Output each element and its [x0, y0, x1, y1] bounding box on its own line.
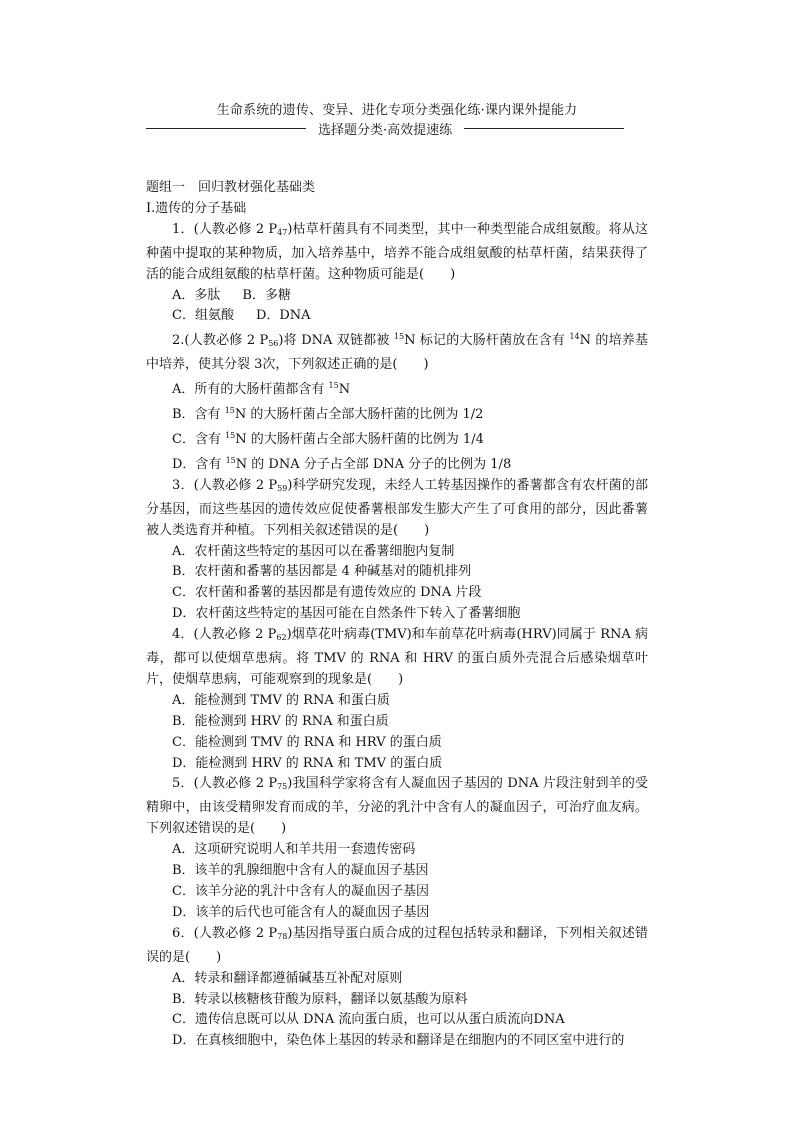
option-b: B．转录以核糖核苷酸为原料，翻译以氨基酸为原料 [172, 991, 468, 1007]
question-2-stem [146, 327, 648, 376]
right-rule [464, 128, 624, 129]
question-1-options-cd [146, 306, 648, 327]
option-text: N 的大肠杆菌占全部大肠杆菌的比例为 1/4 [235, 431, 484, 447]
document-body [146, 178, 648, 1052]
option-d: D．该羊的后代也可能含有人的凝血因子基因 [172, 904, 430, 920]
page-ref: 59 [277, 483, 288, 493]
option-b [146, 401, 648, 426]
question-3-stem [146, 476, 648, 542]
question-text: N 的培养基中培养，使其分裂 3次，下列叙述正确的是( ) [146, 333, 648, 373]
option-text: B．含有 [172, 407, 225, 423]
question-number: 1． [172, 221, 194, 237]
page-ref: 75 [277, 782, 288, 792]
question-number: 4． [172, 627, 194, 643]
question-text: N 标记的大肠杆菌放在含有 [404, 333, 570, 349]
question-5-stem [146, 774, 648, 840]
option-text: C．含有 [172, 431, 226, 447]
option-b: B．该羊的乳腺细胞中含有人的凝血因子基因 [172, 863, 429, 879]
question-number: 3． [172, 477, 194, 493]
question-text: )基因指导蛋白质合成的过程包括转录和翻译，下列相关叙述错误的是( ) [146, 925, 649, 965]
question-text: )枯草杆菌具有不同类型，其中一种类型能合成组氨酸。将从这种菌中提取的某种物质，加入培养基中，培养不能合成组氨酸的枯草杆菌，结果获得了活的能合成组氨酸的枯草杆菌。这种物质可能是( ) [146, 221, 649, 282]
question-source: (人教必修 2 P [193, 776, 278, 792]
page-subtitle: 选择题分类·高效提速练 [317, 122, 453, 138]
option-a [146, 376, 648, 401]
question-1-options-ab [146, 286, 648, 307]
question-text: )我国科学家将含有人凝血因子基因的 DNA 片段注射到羊的受精卵中，由该受精卵发育而成的羊，分泌的乳汁中含有人的凝血因子，可治疗血友病。下列叙述错误的是( ) [146, 776, 648, 837]
option-b: B．能检测到 HRV 的 RNA 和蛋白质 [172, 713, 389, 729]
question-source: (人教必修 2 P [193, 925, 278, 941]
option-d: D．在真核细胞中，染色体上基因的转录和翻译是在细胞内的不同区室中进行的 [172, 1033, 625, 1049]
isotope-mass: 15 [224, 406, 235, 416]
question-source: (人教必修 2 P [193, 627, 277, 643]
option-d: D．农杆菌这些特定的基因可能在自然条件下转入了番薯细胞 [172, 606, 521, 622]
group-heading: 题组一 回归教材强化基础类 [146, 180, 316, 195]
question-number: 6． [172, 925, 194, 941]
isotope-mass: 15 [225, 455, 236, 465]
question-number: 5． [172, 776, 194, 792]
page-ref: 47 [277, 227, 288, 237]
isotope-mass: 14 [569, 332, 580, 342]
option-d [146, 451, 648, 476]
option-c: C．能检测到 TMV 的 RNA 和 HRV 的蛋白质 [172, 734, 442, 750]
question-4-stem [146, 625, 648, 691]
option-text: N 的大肠杆菌占全部大肠杆菌的比例为 1/2 [234, 407, 484, 423]
isotope-mass: 15 [225, 430, 236, 440]
page-title: 生命系统的遗传、变异、进化专项分类强化练·课内课外提能力 [216, 103, 578, 118]
page-ref: 62 [276, 633, 287, 643]
option-a: A．能检测到 TMV 的 RNA 和蛋白质 [172, 692, 390, 708]
question-source: (人教必修 2 P [193, 221, 278, 237]
option-a: A．这项研究说明人和羊共用一套遗传密码 [172, 842, 416, 858]
question-source: (人教必修 2 P [184, 333, 269, 349]
section-heading: Ⅰ.遗传的分子基础 [146, 200, 247, 216]
option-text: N [338, 382, 351, 398]
option-text: A．所有的大肠杆菌都含有 [172, 382, 329, 398]
option-text: D．含有 [172, 456, 226, 472]
option-c: C．组氨酸 [172, 308, 234, 324]
question-text: )烟草花叶病毒(TMV)和车前草花叶病毒(HRV)同属于 RNA 病毒，都可以使烟草患病。将 TMV 的 RNA 和 HRV 的蛋白质外壳混合后感染烟草叶片，使烟草患病，可能观察到的现象是( ) [146, 627, 648, 687]
question-number: 2. [172, 333, 185, 349]
page-ref: 56 [268, 339, 279, 349]
option-d: D．能检测到 HRV 的 RNA 和 TMV 的蛋白质 [172, 755, 443, 771]
option-a: A．农杆菌这些特定的基因可以在番薯细胞内复制 [172, 543, 455, 559]
option-c: C．该羊分泌的乳汁中含有人的凝血因子基因 [172, 884, 429, 899]
subtitle-row [146, 119, 624, 137]
question-text: )科学研究发现，未经人工转基因操作的番薯都含有农杆菌的部分基因，而这些基因的遗传效应促使番薯根部发生膨大产生了可食用的部分，因此番薯被人类选育并种植。下列相关叙述错误的是( ) [146, 477, 649, 538]
question-text: )将 DNA 双链都被 [278, 333, 394, 349]
option-c [146, 426, 648, 451]
option-c: C．遗传信息既可以从 DNA 流向蛋白质，也可以从蛋白质流向DNA [172, 1012, 565, 1028]
left-rule [146, 128, 306, 129]
option-c: C．农杆菌和番薯的基因都是有遗传效应的 DNA 片段 [172, 585, 482, 601]
isotope-mass: 15 [393, 332, 405, 342]
option-b: B．农杆菌和番薯的基因都是 4 种碱基对的随机排列 [172, 564, 472, 580]
question-6-stem [146, 924, 648, 969]
option-d: D．DNA [255, 308, 311, 324]
question-source: (人教必修 2 P [193, 477, 278, 493]
option-b: B．多糖 [242, 287, 291, 303]
option-text: N 的 DNA 分子占全部 DNA 分子的比例为 1/8 [235, 456, 512, 472]
page-ref: 78 [277, 931, 288, 941]
question-1-stem [146, 220, 648, 286]
option-a: A．多肽 [172, 287, 221, 303]
option-a: A．转录和翻译都遵循碱基互补配对原则 [172, 970, 403, 986]
isotope-mass: 15 [328, 381, 339, 391]
